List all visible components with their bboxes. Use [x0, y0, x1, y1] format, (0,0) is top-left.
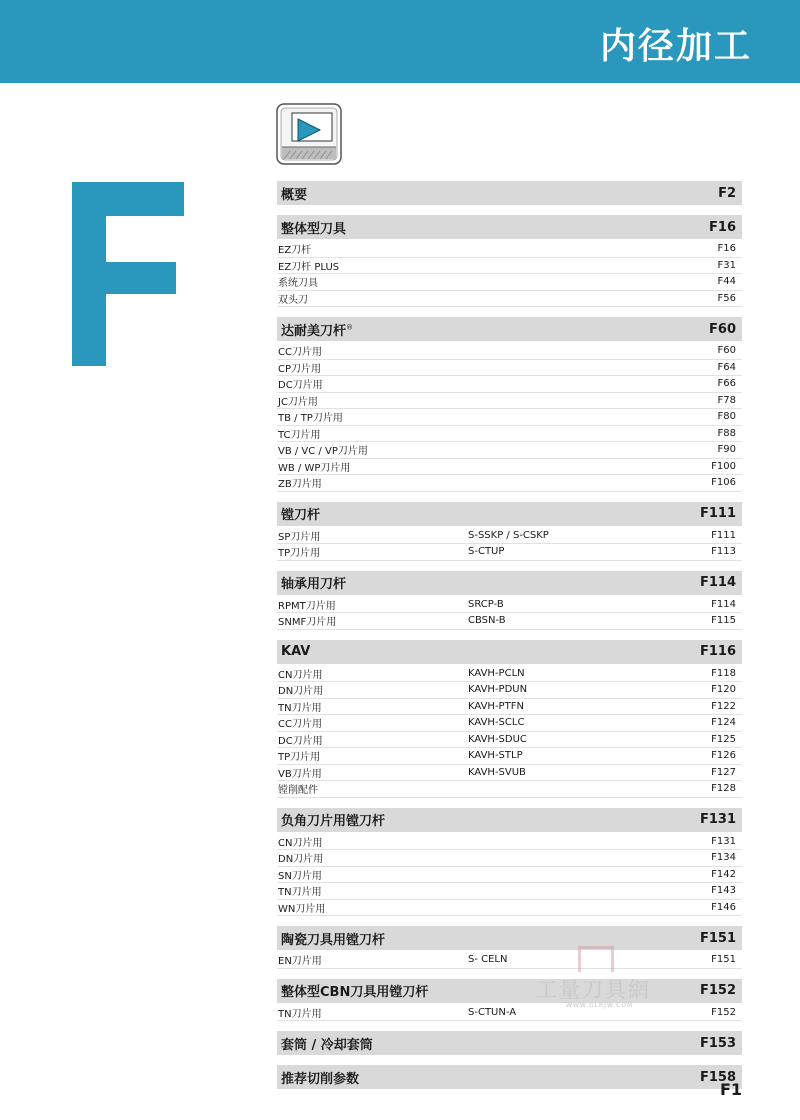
row-name: 镗削配件 — [278, 785, 318, 797]
row-page: F128 — [711, 783, 736, 795]
toc-row[interactable] — [277, 241, 742, 258]
page-number: F1 — [719, 1080, 742, 1099]
toc-row[interactable] — [277, 597, 742, 614]
row-name: EZ刀杆 PLUS — [278, 261, 340, 273]
section-page: F114 — [699, 575, 736, 590]
row-code: S-CTUP — [468, 546, 505, 558]
toc-row[interactable] — [277, 867, 742, 884]
row-name: TC刀片用 — [278, 429, 321, 441]
row-page: F106 — [711, 477, 736, 489]
section-header[interactable] — [277, 502, 742, 526]
section-title — [281, 504, 320, 523]
section-title-text: 轴承用刀杆 — [281, 577, 347, 592]
toc-row[interactable] — [277, 528, 742, 545]
toc-row[interactable] — [277, 732, 742, 749]
row-page: F56 — [717, 292, 736, 304]
row-name: CN刀片用 — [278, 669, 323, 681]
row-name: TN刀片用 — [278, 702, 322, 714]
row-page: F118 — [711, 667, 736, 679]
section-items — [277, 834, 742, 917]
internal-turning-icon — [276, 103, 342, 165]
section-header[interactable] — [277, 1065, 742, 1089]
row-name: RPMT刀片用 — [278, 600, 336, 612]
row-page: F64 — [717, 361, 736, 373]
toc-row[interactable] — [277, 274, 742, 291]
row-code: S- CELN — [468, 954, 508, 966]
page-title: 内径加工 — [599, 26, 752, 67]
row-name: TP刀片用 — [278, 752, 321, 764]
row-name: 系统刀具 — [278, 278, 318, 290]
row-name: CP刀片用 — [278, 363, 322, 375]
toc-section — [277, 1031, 742, 1055]
row-name: WB / WP刀片用 — [278, 462, 351, 474]
row-name: SNMF刀片用 — [278, 617, 337, 629]
header-bar — [0, 0, 800, 83]
toc-row[interactable] — [277, 781, 742, 798]
section-title — [281, 573, 346, 592]
row-name: DN刀片用 — [278, 854, 324, 866]
row-name: TB / TP刀片用 — [278, 413, 343, 425]
toc-row[interactable] — [277, 360, 742, 377]
section-items — [277, 241, 742, 307]
watermark — [536, 946, 686, 1016]
section-page: F158 — [699, 1069, 736, 1085]
row-name: WN刀片用 — [278, 903, 326, 915]
toc-section — [277, 571, 742, 630]
row-name: DN刀片用 — [278, 686, 324, 698]
row-name: SN刀片用 — [278, 870, 322, 882]
section-title-text: 套筒 / 冷却套筒 — [281, 1037, 373, 1053]
section-items — [277, 343, 742, 492]
section-title-text: 陶瓷刀具用镗刀杆 — [281, 932, 386, 948]
section-title-text: 镗刀杆 — [281, 508, 321, 523]
watermark-text: 工量刀具網 — [536, 978, 651, 1002]
toc-row[interactable] — [277, 291, 742, 308]
toc-row[interactable] — [277, 343, 742, 360]
row-name: TN刀片用 — [278, 887, 322, 899]
section-header[interactable] — [277, 317, 742, 341]
row-name: EZ刀杆 — [278, 245, 312, 257]
section-title-text: 负角刀片用镗刀杆 — [281, 814, 386, 829]
row-page: F120 — [711, 684, 736, 696]
section-page: F2 — [718, 185, 736, 201]
row-page: F100 — [711, 460, 736, 472]
row-name: 双头刀 — [278, 294, 308, 306]
row-code: KAVH-PTFN — [468, 700, 524, 712]
row-page: F111 — [711, 529, 736, 541]
row-name: DC刀片用 — [278, 735, 323, 747]
section-page: F131 — [699, 812, 736, 827]
section-title — [281, 218, 346, 237]
row-page: F31 — [717, 259, 736, 271]
registered-mark: ® — [346, 323, 354, 332]
row-page: F143 — [711, 885, 736, 897]
toc-row[interactable] — [277, 426, 742, 443]
row-page: F126 — [711, 750, 736, 762]
row-page: F131 — [711, 835, 736, 847]
row-page: F44 — [717, 276, 736, 288]
section-title-text: 概要 — [281, 187, 308, 203]
row-name: CC刀片用 — [278, 719, 322, 731]
section-title — [281, 810, 385, 829]
toc-section — [277, 808, 742, 917]
toc-row[interactable] — [277, 900, 742, 917]
section-title-text: 推荐切削参数 — [281, 1071, 360, 1087]
row-page: F60 — [717, 345, 736, 357]
row-page: F146 — [711, 901, 736, 913]
row-name: SP刀片用 — [278, 531, 321, 543]
section-title — [281, 184, 307, 203]
section-title — [281, 1068, 359, 1087]
section-title — [281, 644, 310, 659]
toc-row[interactable] — [277, 883, 742, 900]
toc-row[interactable] — [277, 459, 742, 476]
section-page: F152 — [699, 983, 736, 998]
row-page: F134 — [711, 852, 736, 864]
section-items — [277, 597, 742, 630]
section-title — [281, 320, 353, 339]
chapter-letter-f — [72, 182, 184, 366]
toc-section — [277, 215, 742, 307]
row-name: VB / VC / VP刀片用 — [278, 446, 368, 458]
toc-section — [277, 502, 742, 561]
section-page: F111 — [699, 506, 736, 521]
row-page: F114 — [711, 598, 736, 610]
row-page: F142 — [711, 868, 736, 880]
section-title-text: KAV — [281, 644, 311, 659]
row-name: VB刀片用 — [278, 768, 322, 780]
section-items — [277, 528, 742, 561]
toc-row[interactable] — [277, 834, 742, 851]
toc-row[interactable] — [277, 258, 742, 275]
row-name: CN刀片用 — [278, 837, 323, 849]
row-page: F115 — [711, 615, 736, 627]
section-title-text: 整体型CBN刀具用镗刀杆 — [281, 985, 429, 1000]
row-page: F16 — [717, 243, 736, 255]
toc-row[interactable] — [277, 748, 742, 765]
row-page: F127 — [711, 766, 736, 778]
section-title — [281, 1034, 373, 1053]
section-header[interactable] — [277, 571, 742, 595]
toc-section — [277, 181, 742, 205]
section-page: F116 — [699, 644, 736, 659]
toc-row[interactable] — [277, 475, 742, 492]
toc-row[interactable] — [277, 715, 742, 732]
row-name: TN刀片用 — [278, 1008, 322, 1020]
row-code: SRCP-B — [468, 598, 504, 610]
section-items — [277, 666, 742, 798]
toc-row[interactable] — [277, 376, 742, 393]
row-code: KAVH-SDUC — [468, 733, 527, 745]
row-page: F122 — [711, 700, 736, 712]
watermark-url: WWW.GLRJW.COM — [566, 1002, 634, 1009]
section-title — [281, 929, 385, 948]
row-code: KAVH-PDUN — [468, 684, 528, 696]
section-page: F16 — [709, 219, 736, 235]
row-page: F113 — [711, 546, 736, 558]
row-code: KAVH-SCLC — [468, 717, 525, 729]
toc-row[interactable] — [277, 544, 742, 561]
row-page: F151 — [711, 954, 736, 966]
row-name: CC刀片用 — [278, 347, 322, 359]
section-title — [281, 981, 428, 1000]
section-header[interactable] — [277, 215, 742, 239]
toc-row[interactable] — [277, 682, 742, 699]
toc-row[interactable] — [277, 442, 742, 459]
watermark-logo — [578, 946, 614, 972]
row-name: JC刀片用 — [278, 396, 318, 408]
toc-row[interactable] — [277, 699, 742, 716]
toc-row[interactable] — [277, 666, 742, 683]
row-code: KAVH-SVUB — [468, 766, 526, 778]
row-page: F124 — [711, 717, 736, 729]
row-page: F90 — [717, 444, 736, 456]
toc-row[interactable] — [277, 850, 742, 867]
row-name: EN刀片用 — [278, 956, 322, 968]
toc-row[interactable] — [277, 409, 742, 426]
toc-section — [277, 1065, 742, 1089]
row-page: F88 — [717, 427, 736, 439]
row-code: S-CTUN-A — [468, 1006, 517, 1018]
toc-row[interactable] — [277, 393, 742, 410]
section-page: F60 — [709, 321, 736, 337]
row-page: F78 — [717, 394, 736, 406]
row-code: CBSN-B — [468, 615, 506, 627]
row-name: ZB刀片用 — [278, 479, 322, 491]
row-page: F80 — [717, 411, 736, 423]
section-header[interactable] — [277, 640, 742, 664]
section-title-text: 达耐美刀杆 — [281, 323, 347, 339]
row-code: KAVH-PCLN — [468, 667, 525, 679]
toc-section — [277, 317, 742, 492]
section-title-text: 整体型刀具 — [281, 221, 347, 237]
toc-section — [277, 640, 742, 798]
row-name: DC刀片用 — [278, 380, 323, 392]
section-page: F151 — [699, 930, 736, 946]
row-code: KAVH-STLP — [468, 750, 523, 762]
section-header[interactable] — [277, 808, 742, 832]
row-page: F152 — [711, 1006, 736, 1018]
row-page: F66 — [717, 378, 736, 390]
section-page: F153 — [699, 1035, 736, 1051]
row-code: S-SSKP / S-CSKP — [468, 529, 549, 541]
row-name: TP刀片用 — [278, 548, 321, 560]
row-page: F125 — [711, 733, 736, 745]
toc-row[interactable] — [277, 613, 742, 630]
section-header[interactable] — [277, 1031, 742, 1055]
toc-row[interactable] — [277, 765, 742, 782]
section-header[interactable] — [277, 181, 742, 205]
